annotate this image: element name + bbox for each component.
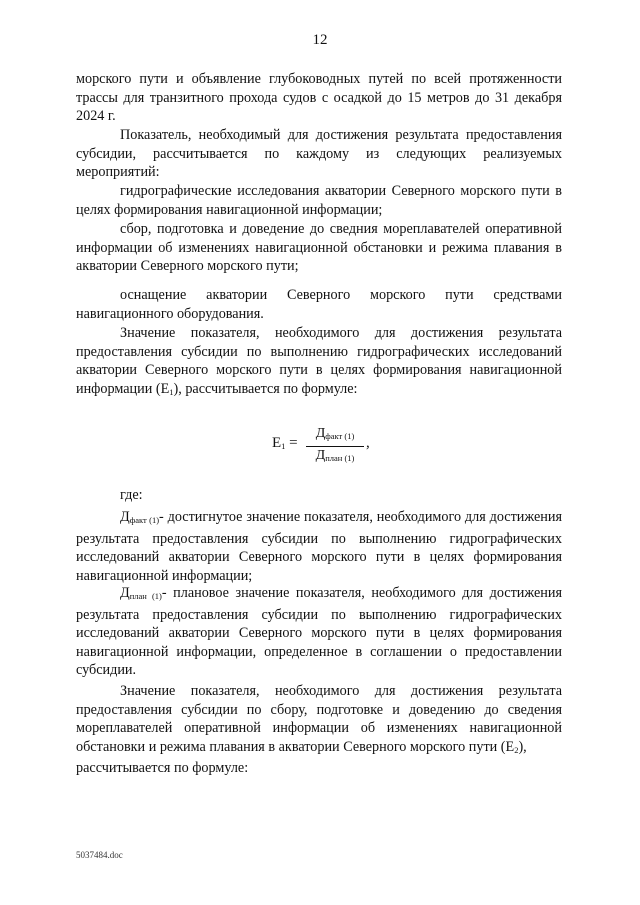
numerator-d: Д — [315, 426, 326, 441]
paragraph-e2-text: Значение показателя, необходимого для достижения результата предоставления субсидии по сбору, подготовке и доведению до сведения мореплавателей оперативной информации об изменениях навигационной обстановки и режима плавания в акватории Северного морского пути ( — [76, 683, 562, 755]
formula-e-subscript: 1 — [281, 441, 286, 451]
paragraph-3: гидрографические исследования акватории Северного морского пути в целях формирования навигационной информации; — [76, 183, 562, 218]
formula-e-symbol: E — [272, 435, 282, 451]
page-number: 12 — [312, 32, 328, 48]
formula-numerator — [306, 425, 364, 447]
e2-symbol: E — [505, 738, 515, 755]
d-fakt-text: - достигнутое значение показателя, необходимого для достижения результата предоставления субсидии по выполнению гидрографических исследований акватории Северного морского пути в целях формирования навигационной информации; — [76, 509, 562, 584]
paragraph-6-tail: ), рассчитывается по формуле: — [173, 380, 358, 397]
e1-symbol: E — [160, 380, 170, 397]
paragraph-e2-tail: ), — [518, 738, 527, 755]
d-fakt-subscript: факт (1) — [129, 515, 160, 525]
formula-denominator — [306, 447, 364, 467]
paragraph-2: Показатель, необходимый для достижения результата предоставления субсидии, рассчитывается по каждому из следующих реализуемых мероприятий: — [76, 127, 562, 181]
paragraph-e2-last-line: рассчитывается по формуле: — [76, 760, 249, 777]
d-plan-subscript: план (1) — [129, 591, 162, 601]
e2-subscript: 2 — [514, 744, 519, 755]
paragraph-where: где: — [120, 487, 143, 503]
paragraph-5: оснащение акватории Северного морского пути средствами навигационного оборудования. — [76, 287, 562, 322]
d-plan-text: - плановое значение показателя, необходимого для достижения результата предоставления субсидии по выполнению гидрографических исследований акватории Северного морского пути в целях формирования навигационной информации, определенное в соглашении о предоставлении субсидии. — [76, 585, 562, 679]
denominator-subscript: план (1) — [325, 453, 355, 463]
paragraph-6 — [76, 324, 562, 401]
paragraph-1: морского пути и объявление глубоководных путей по всей протяженности трассы для транзитного прохода судов с осадкой до 15 метров до 31 декабря 2024 г. — [76, 71, 562, 125]
formula-fraction — [306, 425, 364, 467]
paragraph-6-text: Значение показателя, необходимого для достижения результата предоставления субсидии по выполнению гидрографических исследований акватории Северного морского пути в целях формирования навигационной информации ( — [76, 325, 562, 397]
d-fakt-symbol: Д — [120, 509, 130, 525]
formula-comma: , — [366, 435, 370, 451]
paragraph-d-fakt — [76, 508, 562, 585]
e1-subscript: 1 — [169, 386, 174, 397]
footer-filename: 5037484.doc — [76, 850, 123, 860]
formula-equals: = — [285, 435, 298, 451]
paragraph-4: сбор, подготовка и доведение до сведния мореплавателей оперативной информации об изменениях навигационной обстановки и режима плавания в акватории Северного морского пути; — [76, 221, 562, 275]
paragraph-d-plan — [76, 584, 562, 680]
formula-lhs — [272, 435, 298, 452]
paragraph-e2 — [76, 682, 562, 778]
denominator-d: Д — [315, 448, 326, 463]
numerator-subscript: факт (1) — [325, 431, 355, 441]
d-plan-symbol: Д — [120, 585, 130, 601]
